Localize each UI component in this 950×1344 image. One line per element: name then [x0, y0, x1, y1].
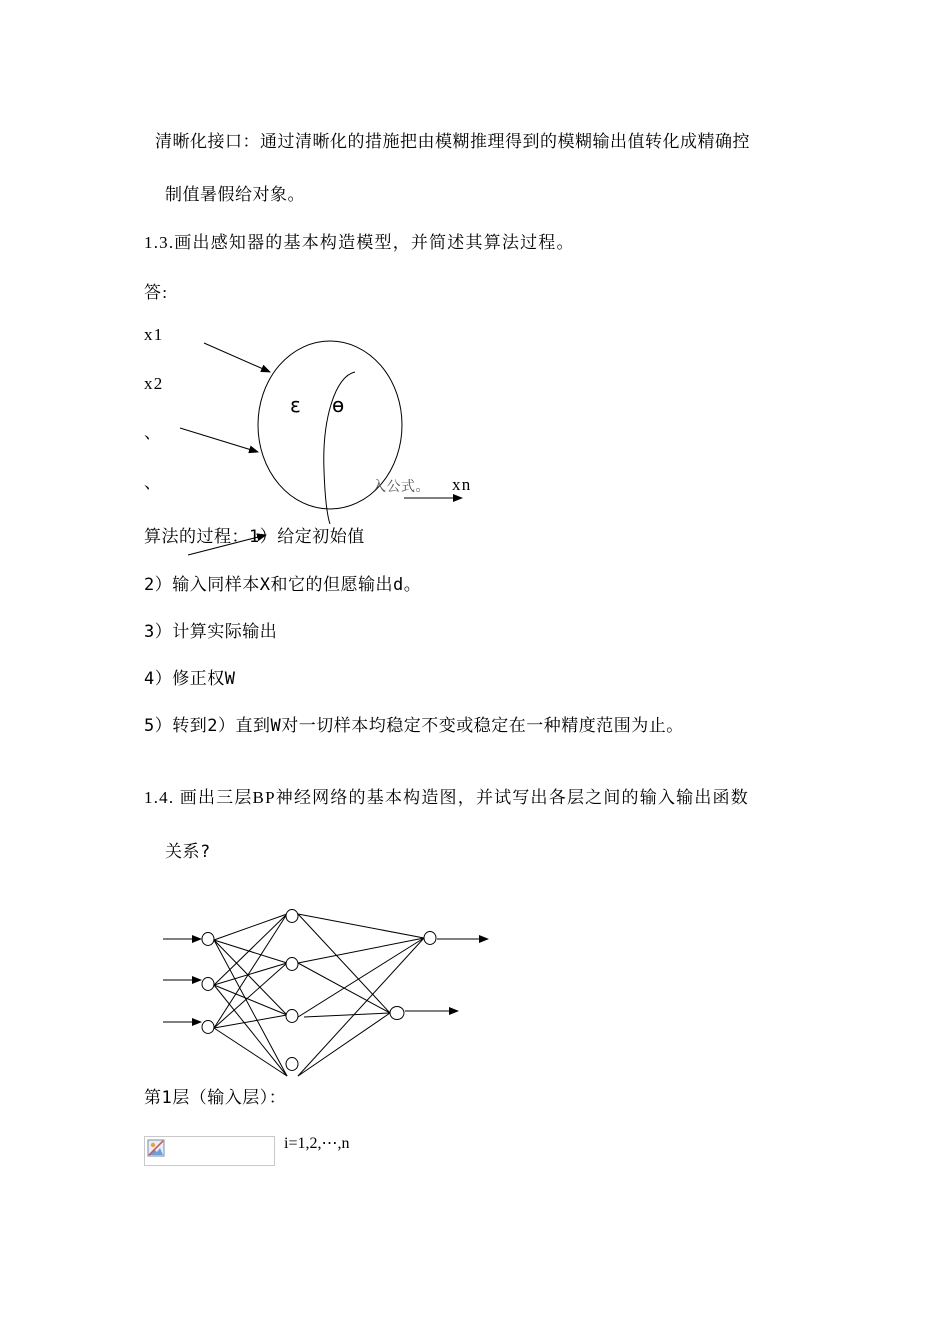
- algorithm-step-3: 3）计算实际输出: [144, 622, 278, 642]
- answer-label: 答:: [144, 283, 169, 302]
- question-1-4-line-2: 关系?: [165, 842, 211, 862]
- layer-1-label: 第1层（输入层）：: [144, 1088, 287, 1108]
- ellipsis-mark-1: 、: [144, 423, 163, 442]
- ellipsis-mark-2: 、: [144, 473, 163, 492]
- hidden-output-connections: [298, 914, 424, 1076]
- formula-image-placeholder: [144, 1136, 275, 1166]
- hidden-node-4: [286, 1058, 298, 1071]
- input-label-x2: x2: [144, 374, 164, 393]
- output-node-1: [424, 932, 436, 945]
- output-label-xn: xn: [452, 475, 472, 494]
- epsilon-symbol: ε: [290, 393, 303, 417]
- input-node-3: [202, 1021, 214, 1034]
- theta-symbol: ɵ: [332, 393, 346, 417]
- algorithm-step-1: 算法的过程：1）给定初始值: [144, 527, 365, 547]
- algorithm-step-5: 5）转到2）直到W对一切样本均稳定不变或稳定在一种精度范围为止。: [144, 716, 684, 736]
- paragraph-line-1: 清晰化接口：通过清晰化的措施把由模糊推理得到的模糊输出值转化成精确控: [155, 132, 750, 152]
- formula-fragment: 入公式。: [372, 479, 430, 495]
- paragraph-line-2: 制值暑假给对象。: [165, 185, 305, 205]
- question-1-3: 1.3.画出感知器的基本构造模型，并简述其算法过程。: [144, 233, 575, 252]
- input-hidden-connections: [214, 914, 287, 1076]
- index-range-formula: i=1,2,⋯,n: [284, 1135, 350, 1152]
- question-1-4-line-1: 1.4. 画出三层BP神经网络的基本构造图，并试写出各层之间的输入输出函数: [144, 788, 749, 807]
- output-node-2: [390, 1007, 404, 1020]
- broken-image-icon: [147, 1139, 165, 1157]
- input-label-x1: x1: [144, 325, 164, 344]
- hidden-node-3: [286, 1010, 298, 1023]
- hidden-node-1: [286, 910, 298, 923]
- algorithm-step-2: 2）输入同样本X和它的但愿输出d。: [144, 575, 422, 595]
- algorithm-step-4: 4）修正权W: [144, 669, 236, 689]
- input-node-2: [202, 978, 214, 991]
- hidden-node-2: [286, 958, 298, 971]
- input-node-1: [202, 933, 214, 946]
